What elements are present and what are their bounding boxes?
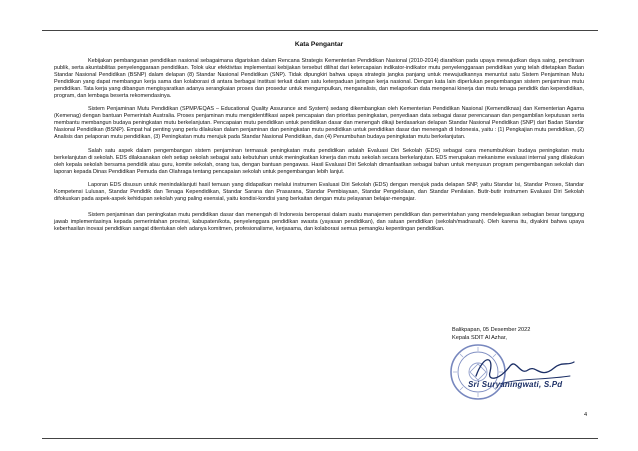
- page-title: Kata Pengantar: [294, 41, 344, 48]
- paragraph-4: Laporan EDS disusun untuk menindaklanjuti hasil temuan yang didapatkan melalui instrumen Evaluasi Diri Sekolah (EDS) dengan merujuk pada delapan SNP, yaitu Standar Isi, Standar Proses, Standar Kompetensi Lulusan, Standar Pendidik dan Tenaga Kependidikan, Standar Sarana dan Prasarana, Standar Pembiayaan, Standar Pengelolaan, dan Standar Penilaian. Butir-butir instrumen Evaluasi Diri Sekolah difokuskan pada aspek-aspek kehidupan sekolah yang paling esensial, yaitu kondisi-kondisi yang berkaitan dengan mutu pelayanan belajar-mengajar.: [54, 181, 584, 202]
- bottom-border: [42, 438, 598, 439]
- signer-name: Sri Suryaningwati, S.Pd: [468, 380, 563, 389]
- top-border: [42, 30, 598, 31]
- page-number: 4: [584, 412, 588, 418]
- signature-block: [452, 327, 530, 342]
- document-body: [54, 58, 584, 239]
- signer-position: Kepala SDIT Al Azhar,: [452, 334, 507, 341]
- place-date: Balikpapan, 05 Desember 2022: [452, 327, 531, 333]
- paragraph-5: Sistem penjaminan dan peningkatan mutu pendidikan dasar dan menengah di Indonesia beroperasi dalam suatu manajemen pendidikan dan pemerintahan yang mendelegasikan sebagian besar tanggung jawab implementasinya kepada pemerintahan provinsi, kabupaten/kota, penyelenggara pendidikan swasta (yayasan pendidikan), dan satuan pendidikan (sekolah/madrasah). Oleh karena itu, diyakini bahwa upaya keberhasilan inovasi pendidikan sangat ditentukan oleh adanya komitmen, profesionalisme, kerjasama, dan kolaborasi semua pemangku kepentingan pendidikan.: [54, 211, 584, 232]
- paragraph-1: Kebijakan pembangunan pendidikan nasional sebagaimana digariskan dalam Rencana Strategis Kementerian Pendidikan Nasional (2010-2014) diarahkan pada upaya mewujudkan daya saing, pencitraan publik, serta akuntabilitas penyelenggaraan pendidikan. Tolok ukur efektivitas implementasi kebijakan tersebut dilihat dari ketercapaian indikator-indikator mutu penyelenggaraan pendidikan yang telah ditetapkan Badan Standar Nasional Pendidikan (BSNP) dalam delapan (8) Standar Nasional Pendidikan (SNP). Tidak dipungkiri bahwa upaya strategis jangka panjang untuk mewujudkannya menuntut satu Sistem Penjaminan Mutu Pendidikan yang dapat membangun kerja sama dan kolaborasi di antara berbagai institusi terkait dalam satu keterpaduan jaringan kerja nasional. Dengan kata lain diperlukan pengembangan sistem penjaminan mutu pendidikan. Tata kerja yang dibangun mengisyaratkan adanya serangkaian proses dan prosedur untuk mengumpulkan, menganalisis, dan melaporkan data mengenai kinerja dan mutu tenaga pendidik dan kependidikan, program, dan lembaga beserta rekomendasinya.: [54, 58, 584, 100]
- paragraph-2: Sistem Penjaminan Mutu Pendidikan (SPMP/EQAS – Educational Quality Assurance and System) sedang dikembangkan oleh Kementerian Pendidikan Nasional (Kemendiknas) dan Kementerian Agama (Kemenag) dengan bantuan Pemerintah Australia. Proses penjaminan mutu mengidentifikasi aspek pencapaian dan prioritas peningkatan, penyediaan data sebagai dasar perencanaan dan pengambilan keputusan serta membantu membangun budaya peningkatan mutu berkelanjutan. Pencapaian mutu pendidikan untuk pendidikan dasar dan menengah dikaji berdasarkan delapan Standar Nasional Pendidikan (SNP) dari Badan Standar Nasional Pendidikan (BSNP). Empat hal penting yang perlu dilakukan dalam penjaminan dan peningkatan mutu pendidikan untuk pendidikan dasar dan menengah di Indonesia, yaitu : (1) Pengkajian mutu pendidikan, (2) Analisis dan pelaporan mutu pendidikan, (3) Peningkatan mutu merujuk pada Standar Nasional Pendidikan, dan (4) Penumbuhan budaya peningkatan mutu berkelanjutan.: [54, 106, 584, 141]
- paragraph-3: Salah satu aspek dalam pengembangan sistem penjaminan termasuk peningkatan mutu pendidikan adalah Evaluasi Diri Sekolah (EDS) sebagai cara menumbuhkan budaya peningkatan mutu berkelanjutan di sekolah. EDS dilaksanakan oleh setiap sekolah sebagai satu kebutuhan untuk meningkatkan kinerja dan mutu sekolah secara berkelanjutan. EDS merupakan mekanisme evaluasi internal yang dilakukan oleh kepala sekolah bersama pendidik atau guru, komite sekolah, orang tua, dengan bantuan pengawas. Hasil Evaluasi Diri Sekolah dimanfaatkan sebagai bahan untuk menyusun program pengembangan sekolah dan laporan kepada Dinas Pendidikan Pemuda dan Olahraga tentang pencapaian sekolah untuk pengembangan lebih lanjut.: [54, 147, 584, 175]
